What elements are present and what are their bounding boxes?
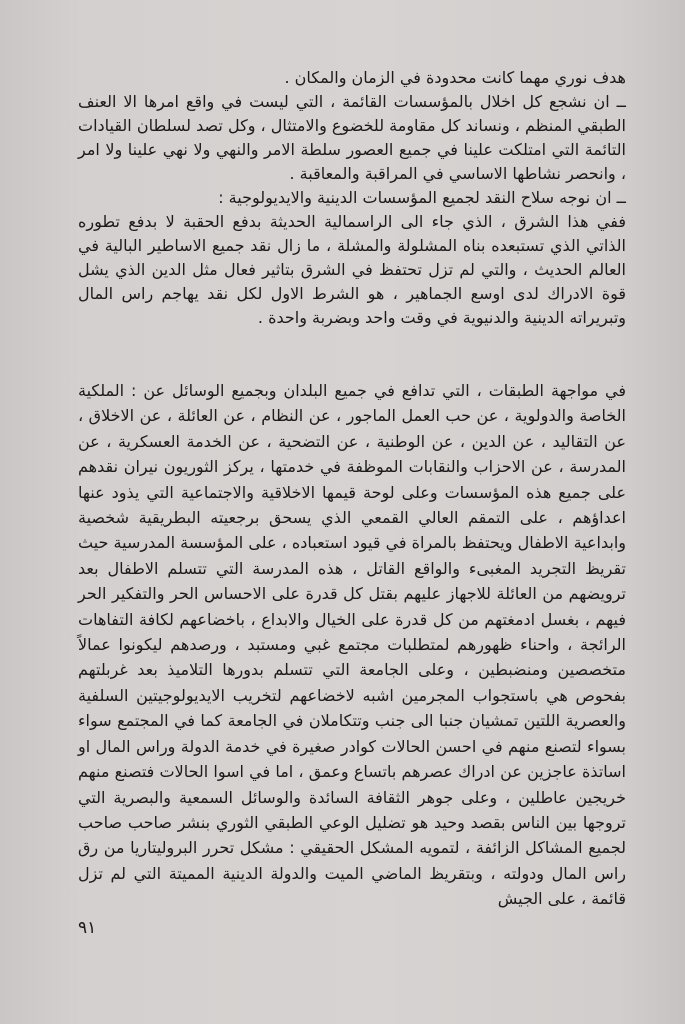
paragraph: ففي هذا الشرق ، الذي جاء الى الراسمالية الحديثة بدفع الحقبة لا بدفع تطوره الذاتي الذي تستبعده بناه المشلولة والمشلة ، ما زال نقد جميع الاساطير البالية في العالم الحديث ، والتي لم تزل تحتفظ في الشرق بتاثير فعال مثل الدين الذي يشل قوة الادراك لدى اوسع الجماهير ، هو الشرط الاول لكل نقد يهاجم راس المال وتبريراته الدينية والدنيوية في وقت واحد وبضربة واحدة . [78,212,626,327]
paragraph: ــ ان نوجه سلاح النقد لجميع المؤسسات الدينية والايديولوجية : [218,188,626,207]
text-block-bottom [78,378,626,912]
paragraph: هدف نوري مهما كانت محدودة في الزمان والمكان . [284,68,626,87]
paragraph: ــ ان نشجع كل اخلال بالمؤسسات القائمة ، التي ليست في واقع امرها الا العنف الطبقي المنظم ، ونساند كل مقاومة للخضوع والامتثال ، وكل تصد لسلطان القيادات التائمة التي امتلكت علينا في جميع العصور سلطة الامر والنهي ولا نهي علينا ولا امر ، وانحصر نشاطها الاساسي في المراقبة والمعاقبة . [78,92,626,183]
page-number: ٩١ [78,918,97,938]
paragraph: في مواجهة الطبقات ، التي تدافع في جميع البلدان وبجميع الوسائل عن : الملكية الخاصة والدولوية ، عن حب العمل الماجور ، عن النظام ، عن العائلة ، عن الاخلاق ، عن التقاليد ، عن الدين ، عن الوطنية ، عن التضحية ، عن الخدمة العسكرية ، عن المدرسة ، عن الاحزاب والنقابات الموظفة في خدمتها ، يركز الثوريون نيران نقدهم على جميع هذه المؤسسات وعلى لوحة قيمها الاخلاقية والاجتماعية التي يذود عنها اعداؤهم ، على التمقم العالي القمعي الذي يسحق برجعيته البطريقية شخصية وابداعية الاطفال ويحتفظ بالمراة في قيود استعباده ، على المؤسسة المدرسية حيث تقريظ التجريد المغبىء والواقع القاتل ، هذه المدرسة التي تتسلم الاطفال بعد ترويضهم من العائلة للاجهاز عليهم بقتل كل قدرة على الاحساس الحر والتفكير الحر فيهم ، بغسل ادمغتهم من كل قدرة على الخيال والابداع ، باخضاعهم لكافة التفاهات الرائجة ، واحناء ظهورهم لمتطلبات مجتمع غبي ومستبد ، ورصدهم ليكونوا عمالاً متخصصين ومنضبطين ، وعلى الجامعة التي تتسلم بدورها التلاميذ بعد غربلتهم بفحوص هي باستجواب المجرمين اشبه لاخضاعهم لتخريب الايديولوجيتين السلفية والعصرية اللتين تمشيان جنبا الى جنب وتتكاملان في الجامعة كما في المجتمع سواء بسواء لتصنع منهم في احسن الحالات كوادر صغيرة في خدمة الدولة وراس المال او اساتذة عاجزين عن ادراك عصرهم باتساع وعمق ، اما في اسوا الحالات فتصنع منهم خريجين عاطلين ، وعلى جوهر الثقافة السائدة والوسائل السمعية والبصرية التي تروجها بين الناس بقصد وحيد هو تضليل الوعي الطبقي الثوري بنشر صاحب صاحب لجميع المشاكل الزائفة ، لتمويه المشكل الحقيقي : مشكل تحرر البروليتاريا من رق راس المال ودولته ، وبتقريظ الماضي الميت والدولة الدينية المميتة التي لم تزل قائمة ، على الجيش [78,381,626,909]
text-block-top [78,66,626,330]
